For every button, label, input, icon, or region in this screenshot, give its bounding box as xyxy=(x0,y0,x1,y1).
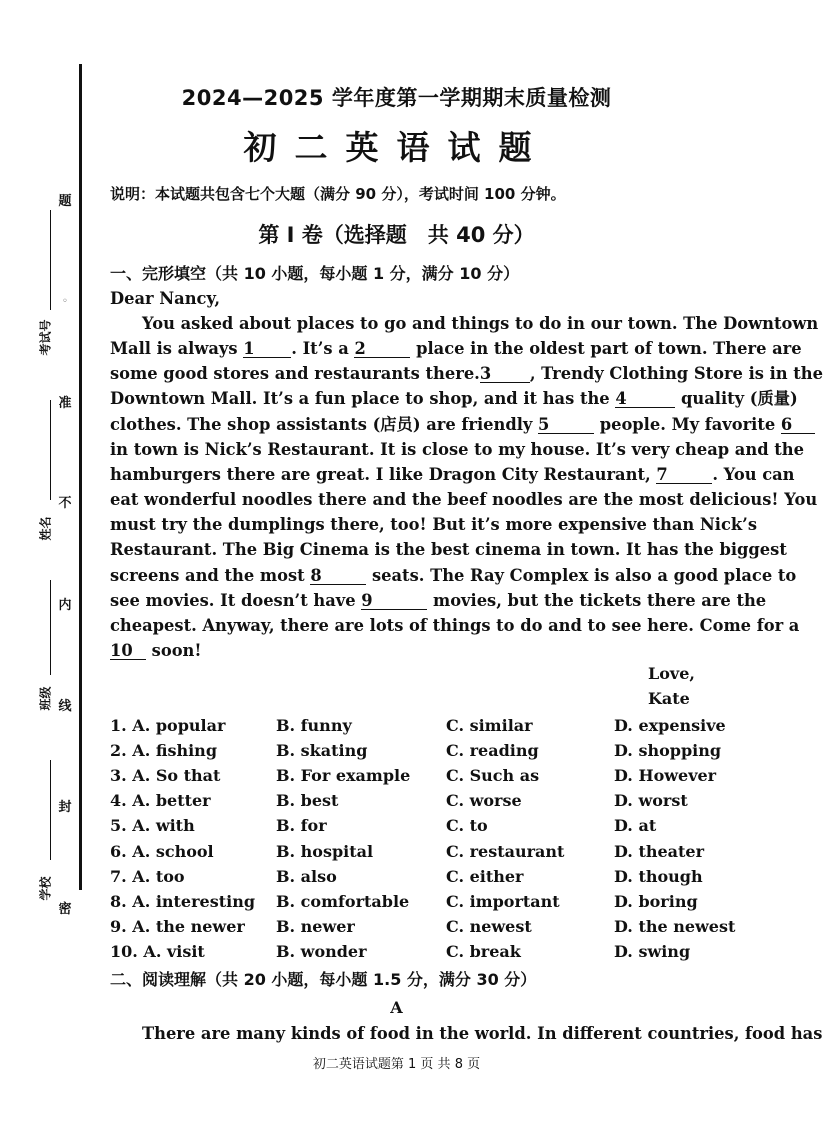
passage-text: in town is Nick’s Restaurant. It is close to my house. It’s very cheap and the xyxy=(110,439,804,459)
seal-char-ti: 题 xyxy=(58,194,72,209)
option-3-d[interactable]: D. However xyxy=(614,766,717,786)
seal-char-zhun: 准 xyxy=(58,396,72,411)
option-row-1 xyxy=(110,716,770,738)
option-10-a[interactable]: 10. A. visit xyxy=(110,941,205,961)
option-5-b[interactable]: B. for xyxy=(276,816,327,836)
option-4-b[interactable]: B. best xyxy=(276,791,339,811)
passage-text: soon! xyxy=(146,640,202,660)
passage-text: quality (质量) xyxy=(675,389,798,409)
option-6-a[interactable]: 6. A. school xyxy=(110,841,214,861)
seal-char-mi: 密 xyxy=(58,902,72,917)
passage-line xyxy=(110,641,756,661)
section-reading-heading: 二、阅读理解（共 20 小题，每小题 1.5 分，满分 30 分） xyxy=(110,970,537,989)
passage-line xyxy=(110,389,798,409)
option-2-c[interactable]: C. reading xyxy=(446,741,539,761)
option-4-c[interactable]: C. worse xyxy=(446,791,522,811)
seal-char-nei: 内 xyxy=(58,598,72,613)
cloze-blank-6[interactable]: 6 xyxy=(781,416,815,434)
subject-title: 初二英语试题 xyxy=(243,128,550,167)
passage-line xyxy=(110,515,756,535)
option-3-b[interactable]: B. For example xyxy=(276,766,411,786)
option-6-c[interactable]: C. restaurant xyxy=(446,841,565,861)
option-1-d[interactable]: D. expensive xyxy=(614,716,726,735)
option-row-8 xyxy=(110,892,770,914)
passage-text: people. My favorite xyxy=(594,414,781,434)
cloze-blank-10[interactable]: 10 xyxy=(110,642,146,660)
passage-line xyxy=(110,540,787,560)
option-2-b[interactable]: B. skating xyxy=(276,741,368,761)
option-10-b[interactable]: B. wonder xyxy=(276,941,367,961)
letter-signature: Kate xyxy=(648,689,690,708)
part-one-heading: 第 I 卷（选择题 共 40 分） xyxy=(258,223,535,247)
passage-text: Restaurant. The Big Cinema is the best cinema in town. It has the biggest xyxy=(110,540,787,560)
passage-label: A xyxy=(390,998,403,1017)
passage-text: , Trendy Clothing Store is in the xyxy=(529,364,823,384)
option-4-d[interactable]: D. worst xyxy=(614,791,688,811)
option-row-10 xyxy=(110,942,770,964)
cloze-blank-3[interactable]: 3 xyxy=(480,365,530,383)
letter-closing: Love, xyxy=(648,664,695,683)
option-8-b[interactable]: B. comfortable xyxy=(276,891,410,911)
passage-line xyxy=(110,439,804,460)
seal-char-xian: 线 xyxy=(58,699,72,714)
option-row-2 xyxy=(110,741,770,763)
option-row-6 xyxy=(110,842,770,864)
passage-line xyxy=(110,490,818,510)
passage-text: eat wonderful noodles there and the beef noodles are the most delicious! You xyxy=(110,490,818,510)
passage-line xyxy=(110,590,767,611)
letter-greeting: Dear Nancy, xyxy=(110,289,221,308)
passage-text: must try the dumplings there, too! But it’s more expensive than Nick’s xyxy=(110,515,758,535)
seal-char-feng: 封 xyxy=(58,800,72,815)
passage-text: Mall is always xyxy=(110,339,244,359)
seal-dot: ◦ xyxy=(62,296,68,307)
instructions-note: 说明：本试题共包含七个大题（满分 90 分），考试时间 100 分钟。 xyxy=(110,185,566,203)
option-9-b[interactable]: B. newer xyxy=(276,916,355,936)
option-1-c[interactable]: C. similar xyxy=(446,716,533,735)
seal-char-bu: 不 xyxy=(58,496,72,511)
option-7-c[interactable]: C. either xyxy=(446,866,524,886)
passage-line xyxy=(110,565,797,586)
page-footer: 初二英语试题第 1 页 共 8 页 xyxy=(312,1057,481,1072)
option-6-b[interactable]: B. hospital xyxy=(276,841,374,861)
passage-text: . You can xyxy=(712,464,795,484)
passage-line xyxy=(110,414,793,435)
field-label-exam-number: 考试号 xyxy=(38,319,53,356)
option-7-b[interactable]: B. also xyxy=(276,866,337,886)
passage-text: clothes. The shop assistants (店员) are friendly xyxy=(110,414,539,434)
option-8-a[interactable]: 8. A. interesting xyxy=(110,891,256,911)
passage-text: cheapest. Anyway, there are lots of things to do and to see here. Come for a xyxy=(110,615,800,635)
passage-text: screens and the most xyxy=(110,565,311,585)
cloze-blank-7[interactable]: 7 xyxy=(656,466,712,484)
passage-line xyxy=(110,314,819,334)
cloze-blank-1[interactable]: 1 xyxy=(243,340,291,358)
field-label-school: 学校 xyxy=(38,876,53,901)
field-line-school xyxy=(50,760,51,860)
passage-text: some good stores and restaurants there. xyxy=(110,364,480,384)
passage-text: . It’s a xyxy=(291,339,355,359)
passage-text: place in the oldest part of town. There are xyxy=(410,339,802,359)
option-8-c[interactable]: C. important xyxy=(446,891,560,911)
cloze-blank-8[interactable]: 8 xyxy=(310,567,366,585)
binding-line xyxy=(79,64,82,890)
option-3-c[interactable]: C. Such as xyxy=(446,766,540,786)
option-5-a[interactable]: 5. A. with xyxy=(110,816,195,836)
passage-text: You asked about places to go and things to do in our town. The Downtown xyxy=(142,314,819,333)
option-1-b[interactable]: B. funny xyxy=(276,716,352,735)
field-line-class xyxy=(50,580,51,675)
option-5-d[interactable]: D. at xyxy=(614,816,657,836)
passage-line xyxy=(110,615,800,636)
reading-first-line: There are many kinds of food in the world. In different countries, food has xyxy=(142,1024,823,1043)
passage-line xyxy=(110,339,802,359)
option-10-d[interactable]: D. swing xyxy=(614,941,691,961)
cloze-blank-5[interactable]: 5 xyxy=(538,416,594,434)
passage-text: Downtown Mall. It’s a fun place to shop, and it has the xyxy=(110,389,616,409)
option-9-a[interactable]: 9. A. the newer xyxy=(110,916,245,936)
field-label-class: 班级 xyxy=(38,686,53,711)
option-9-d[interactable]: D. the newest xyxy=(614,916,736,936)
option-row-4 xyxy=(110,791,770,813)
passage-text: seats. The Ray Complex is also a good place to xyxy=(366,565,797,585)
section-cloze-heading: 一、完形填空（共 10 小题，每小题 1 分，满分 10 分） xyxy=(110,264,520,283)
passage-line xyxy=(110,464,795,485)
option-4-a[interactable]: 4. A. better xyxy=(110,791,211,811)
option-9-c[interactable]: C. newest xyxy=(446,916,532,936)
option-5-c[interactable]: C. to xyxy=(446,816,488,836)
passage-text: movies, but the tickets there are the xyxy=(427,590,767,610)
option-3-a[interactable]: 3. A. So that xyxy=(110,766,221,786)
option-row-5 xyxy=(110,816,770,838)
option-row-7 xyxy=(110,867,770,889)
option-10-c[interactable]: C. break xyxy=(446,941,521,961)
field-line-name xyxy=(50,400,51,500)
exam-title: 2024—2025 学年度第一学期期末质量检测 xyxy=(181,86,612,110)
option-row-9 xyxy=(110,917,770,939)
option-7-d[interactable]: D. though xyxy=(614,866,703,886)
passage-line xyxy=(110,364,823,384)
field-label-name: 姓名 xyxy=(38,516,53,541)
option-1-a[interactable]: 1. A. popular xyxy=(110,716,226,735)
cloze-blank-9[interactable]: 9 xyxy=(361,592,427,610)
option-7-a[interactable]: 7. A. too xyxy=(110,866,185,886)
option-2-a[interactable]: 2. A. fishing xyxy=(110,741,217,761)
cloze-blank-2[interactable]: 2 xyxy=(354,340,410,358)
passage-text: hamburgers there are great. I like Dragon City Restaurant, xyxy=(110,464,657,484)
option-6-d[interactable]: D. theater xyxy=(614,841,705,861)
option-8-d[interactable]: D. boring xyxy=(614,891,698,911)
option-row-3 xyxy=(110,766,770,788)
option-2-d[interactable]: D. shopping xyxy=(614,741,722,761)
cloze-blank-4[interactable]: 4 xyxy=(615,390,675,408)
passage-text: see movies. It doesn’t have xyxy=(110,590,362,610)
